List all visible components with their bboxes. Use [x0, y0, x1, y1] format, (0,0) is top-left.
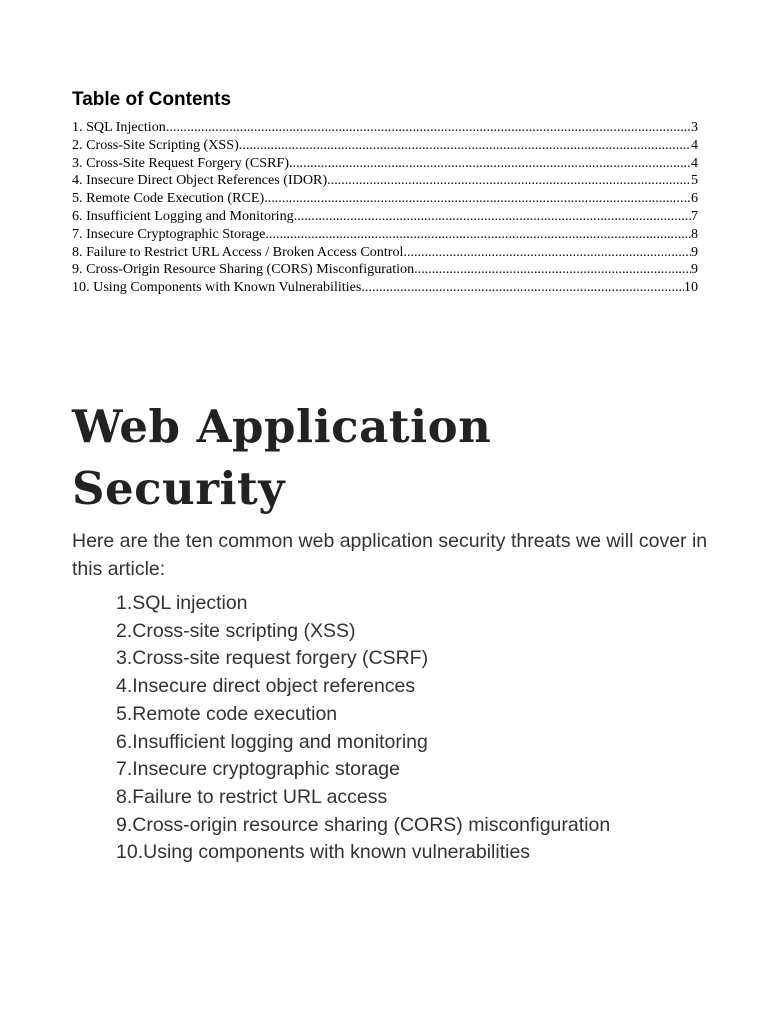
- toc-leader-dots: [265, 226, 691, 244]
- toc-leader-dots: [166, 119, 691, 137]
- toc-entry-page: 4: [690, 136, 698, 153]
- toc-entry[interactable]: [72, 137, 698, 155]
- toc-entry[interactable]: [72, 172, 698, 190]
- toc-entry-label: 8. Failure to Restrict URL Access / Broken Access Control: [72, 243, 404, 260]
- list-item: 1.SQL injection: [116, 592, 248, 614]
- list-item: 2.Cross-site scripting (XSS): [116, 619, 356, 642]
- article-title: [72, 396, 712, 520]
- list-item: 3.Cross-site request forgery (CSRF): [116, 647, 429, 670]
- list-item: 6.Insufficient logging and monitoring: [116, 730, 428, 753]
- list-item: 4.Insecure direct object references: [116, 675, 416, 698]
- intro-paragraph: Here are the ten common web application security threats we will cover in this article:: [72, 530, 708, 580]
- table-of-contents: [72, 88, 698, 297]
- list-item: 8.Failure to restrict URL access: [116, 785, 388, 808]
- toc-entry-label: 3. Cross-Site Request Forgery (CSRF): [72, 154, 290, 171]
- toc-entry-page: 6: [690, 190, 698, 207]
- toc-entry-page: 4: [690, 154, 698, 171]
- list-item: 9.Cross-origin resource sharing (CORS) misconfiguration: [116, 813, 611, 836]
- toc-entry-label: 7. Insecure Cryptographic Storage: [72, 225, 266, 242]
- toc-entry-page: 9: [690, 243, 698, 260]
- toc-entry[interactable]: [72, 261, 698, 279]
- list-item: 7.Insecure cryptographic storage: [116, 758, 400, 781]
- toc-entry[interactable]: [72, 226, 698, 244]
- toc-entry-page: 9: [690, 261, 698, 278]
- article-title-line-1: Web Application: [72, 400, 492, 453]
- toc-entry-label: 10. Using Components with Known Vulnerabilities: [72, 279, 362, 296]
- toc-leader-dots: [414, 261, 691, 279]
- toc-entry[interactable]: [72, 208, 698, 226]
- toc-leader-dots: [403, 244, 691, 262]
- toc-entry-label: 4. Insecure Direct Object References (IDOR): [72, 172, 328, 189]
- toc-entry[interactable]: [72, 119, 698, 137]
- threat-list: [116, 590, 716, 867]
- toc-leader-dots: [361, 279, 684, 297]
- toc-entry-label: 1. SQL Injection: [72, 119, 166, 135]
- toc-entry-page: 3: [690, 119, 698, 135]
- list-item: 5.Remote code execution: [116, 702, 338, 725]
- toc-leader-dots: [327, 172, 691, 190]
- toc-entry-label: 5. Remote Code Execution (RCE): [72, 190, 265, 207]
- toc-entry-page: 8: [690, 225, 698, 242]
- toc-leader-dots: [239, 137, 691, 155]
- toc-entry-label: 2. Cross-Site Scripting (XSS): [72, 136, 239, 153]
- article-title-line-2: Security: [72, 462, 285, 515]
- toc-leader-dots: [294, 208, 691, 226]
- toc-title: Table of Contents: [72, 89, 232, 110]
- toc-leader-dots: [264, 190, 691, 208]
- toc-entry-page: 5: [690, 172, 698, 189]
- toc-entry[interactable]: [72, 190, 698, 208]
- toc-entry-page: 7: [690, 207, 698, 224]
- toc-leader-dots: [289, 155, 691, 173]
- toc-entry-label: 9. Cross-Origin Resource Sharing (CORS) Misconfiguration: [72, 261, 415, 278]
- list-item: 10.Using components with known vulnerabilities: [116, 841, 531, 864]
- toc-list: [72, 119, 698, 297]
- toc-entry-label: 6. Insufficient Logging and Monitoring: [72, 207, 294, 224]
- toc-entry[interactable]: [72, 244, 698, 262]
- toc-entry[interactable]: [72, 155, 698, 173]
- toc-entry-page: 10: [683, 279, 698, 296]
- toc-entry[interactable]: [72, 279, 698, 297]
